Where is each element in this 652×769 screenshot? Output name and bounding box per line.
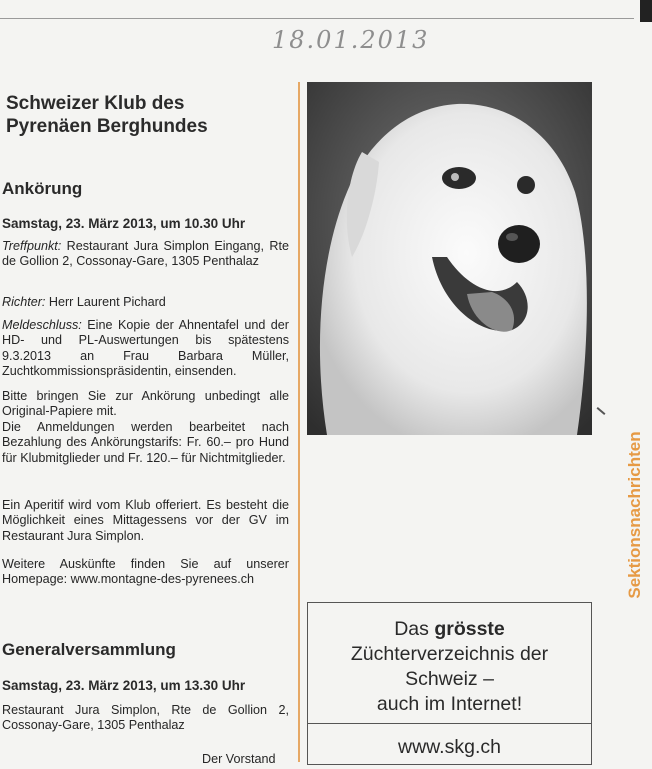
page-corner-mark — [640, 0, 652, 22]
richter-paragraph — [2, 295, 289, 310]
dog-photo — [307, 82, 592, 435]
ad-line1 — [308, 617, 591, 642]
club-title — [6, 92, 208, 138]
club-title-line2: Pyrenäen Berghundes — [6, 116, 208, 137]
ad-line1-bold: grösste — [434, 618, 505, 640]
treffpunkt-text: Restaurant Jura Simplon Eingang, Rte de Gollion 2, Cossonay-Gare, 1305 Penthalaz — [2, 239, 290, 269]
gv-heading: Generalversammlung — [2, 640, 176, 659]
signature: Der Vorstand — [202, 752, 276, 766]
treffpunkt-label: Treffpunkt: — [2, 239, 62, 253]
ankoerung-heading: Ankörung — [2, 179, 83, 198]
skg-advertisement — [307, 602, 592, 765]
gv-date: Samstag, 23. März 2013, um 13.30 Uhr — [2, 678, 246, 693]
page-top-edge — [0, 18, 634, 19]
section-label — [617, 410, 652, 620]
meldeschluss-label: Meldeschluss: — [2, 318, 82, 332]
column-divider — [298, 82, 300, 762]
ad-separator — [308, 723, 591, 724]
ad-line4: auch im Internet! — [376, 693, 523, 715]
meldeschluss-text: Eine Kopie der Ahnentafel und der HD- und PL-Auswertungen bis spätestens 9.3.2013 an Frau Barbara Müller, Zuchtkommissionspräsidentin, einsenden. — [2, 318, 290, 378]
club-title-line1: Schweizer Klub des — [6, 93, 185, 114]
richter-label: Richter: — [2, 295, 46, 309]
margin-tick — [597, 407, 606, 415]
richter-text: Herr Laurent Pichard — [48, 295, 166, 309]
ad-line3: Schweiz – — [405, 668, 494, 690]
aperitif-paragraph: Ein Aperitif wird vom Klub offeriert. Es besteht die Möglichkeit eines Mittagessens vor der GV im Restaurant Jura Simplon. — [2, 498, 289, 543]
fee-paragraph: Die Anmeldungen werden bearbeitet nach Bezahlung des Ankörungstarifs: Fr. 60.– pro Hund für Klubmitglieder und Fr. 120.– für Nichtmitglieder. — [2, 420, 289, 465]
papers-paragraph: Bitte bringen Sie zur Ankörung unbedingt alle Original-Papiere mit. — [2, 389, 289, 419]
handwritten-date: 18.01.2013 — [272, 26, 430, 54]
ad-url[interactable]: www.skg.ch — [398, 736, 501, 758]
treffpunkt-paragraph — [2, 239, 289, 270]
section-label-text: Sektionsnachrichten — [625, 431, 644, 599]
info-paragraph: Weitere Auskünfte finden Sie auf unserer Homepage: www.montagne-des-pyrenees.ch — [2, 557, 289, 587]
meldeschluss-paragraph — [2, 318, 289, 379]
ad-line1-prefix: Das — [394, 618, 435, 640]
gv-location: Restaurant Jura Simplon, Rte de Gollion 2, Cossonay-Gare, 1305 Penthalaz — [2, 703, 289, 733]
ad-line2: Züchterverzeichnis der — [350, 643, 549, 665]
ankoerung-date: Samstag, 23. März 2013, um 10.30 Uhr — [2, 216, 246, 231]
dog-illustration — [307, 82, 592, 435]
